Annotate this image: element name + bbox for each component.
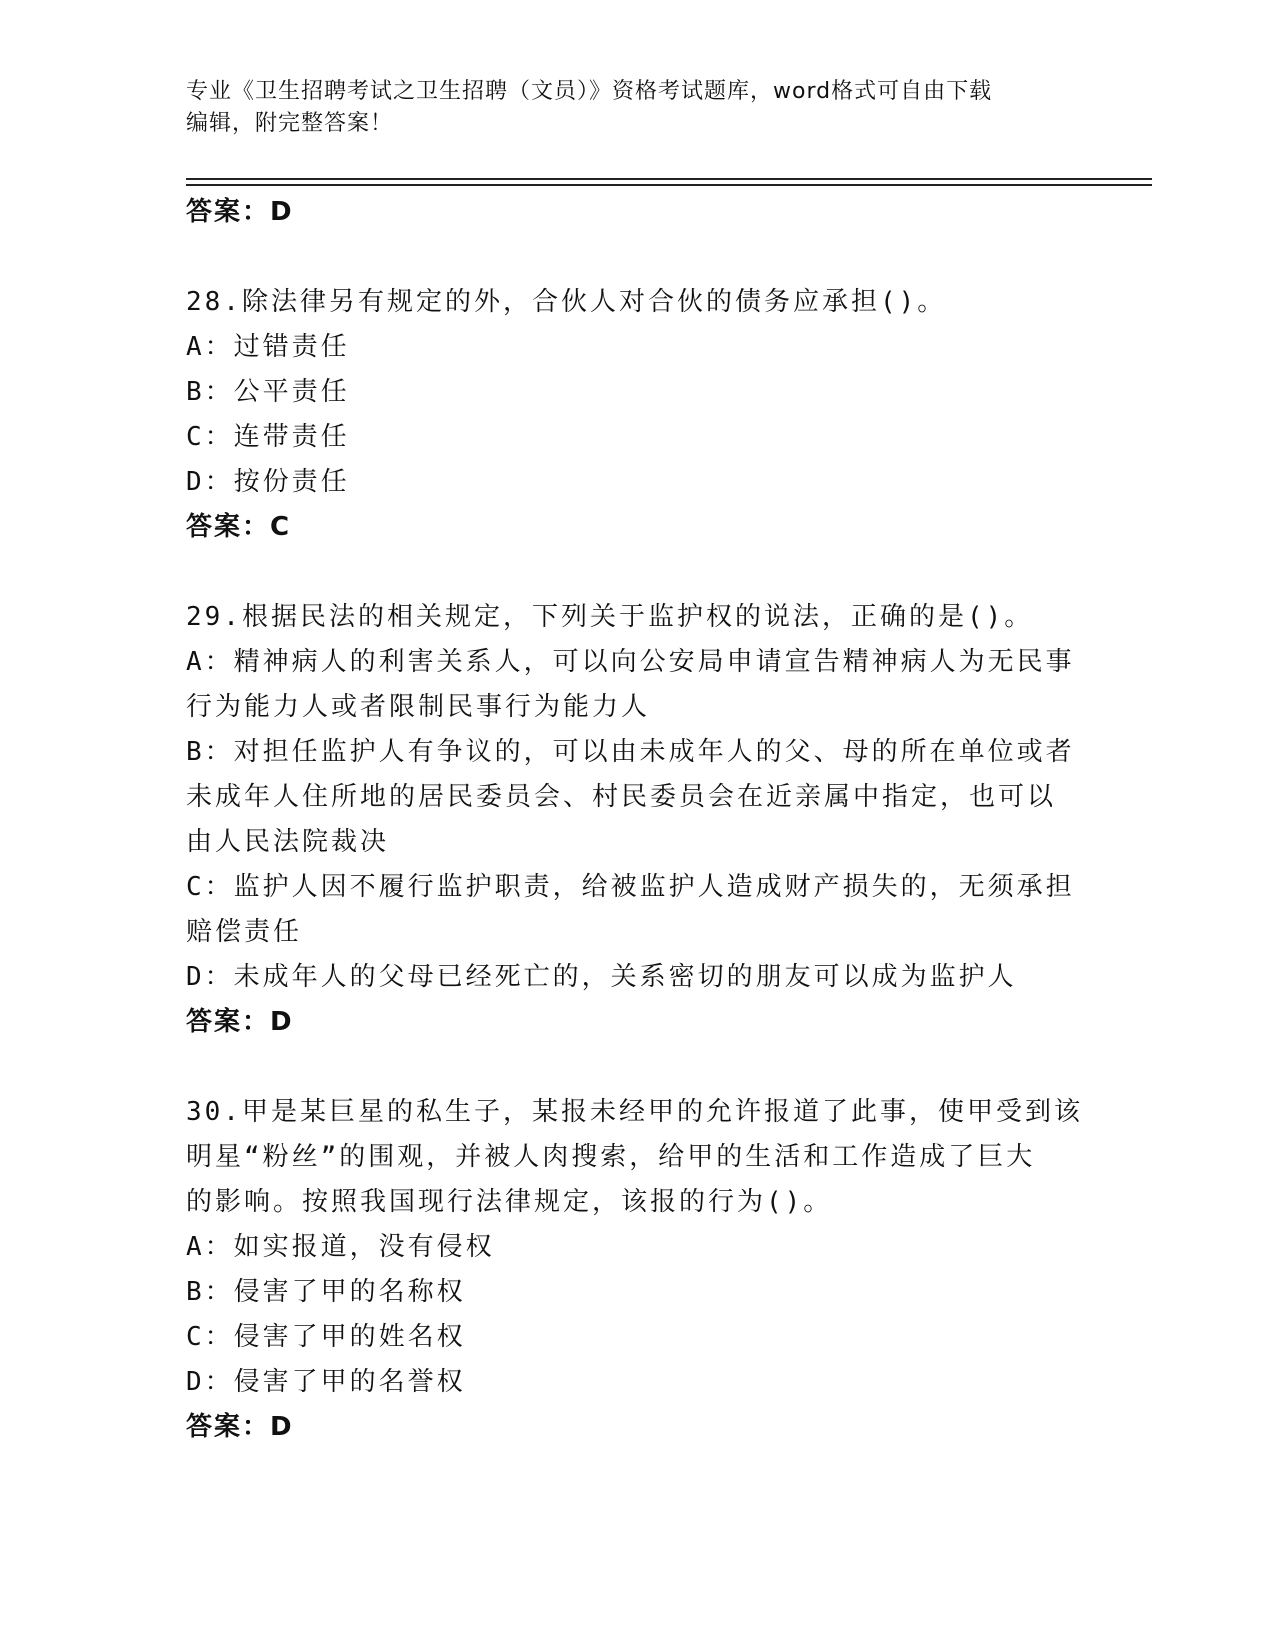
option-d: D：按份责任 <box>186 467 350 497</box>
option-b: B：公平责任 <box>186 377 350 407</box>
option-d: D：未成年人的父母已经死亡的，关系密切的朋友可以成为监护人 <box>186 962 1017 992</box>
document-header <box>186 76 1066 140</box>
question-stem: 28.除法律另有规定的外，合伙人对合伙的债务应承担()。 <box>186 287 947 317</box>
header-line-1: 专业《卫生招聘考试之卫生招聘（文员）》资格考试题库，word格式可自由下载 <box>186 79 993 104</box>
option-b <box>186 730 1086 865</box>
question-list <box>186 190 1086 1450</box>
question-stem-line-2: 明星“粉丝”的围观，并被人肉搜索，给甲的生活和工作造成了巨大 <box>186 1142 1036 1172</box>
question-30 <box>186 1090 1086 1450</box>
option-a-line-2: 行为能力人或者限制民事行为能力人 <box>186 692 651 722</box>
question-28 <box>186 280 1086 550</box>
answer: 答案：D <box>186 1007 294 1037</box>
option-c: C：连带责任 <box>186 422 350 452</box>
option-c-line-1: C：监护人因不履行监护职责，给被监护人造成财产损失的，无须承担 <box>186 872 1075 902</box>
answer: 答案：C <box>186 512 292 542</box>
header-divider-bottom <box>186 184 1152 186</box>
question-stem: 29.根据民法的相关规定，下列关于监护权的说法，正确的是()。 <box>186 602 1034 632</box>
option-b-line-1: B：对担任监护人有争议的，可以由未成年人的父、母的所在单位或者 <box>186 737 1075 767</box>
question-29 <box>186 595 1086 1045</box>
header-divider-top <box>186 178 1152 180</box>
question-stem-line-3: 的影响。按照我国现行法律规定，该报的行为()。 <box>186 1187 833 1217</box>
question-stem <box>186 1090 1086 1225</box>
option-b-line-3: 由人民法院裁决 <box>186 827 390 857</box>
option-a <box>186 640 1086 730</box>
header-line-2: 编辑，附完整答案！ <box>186 111 394 136</box>
option-b: B：侵害了甲的名称权 <box>186 1277 466 1307</box>
previous-answer: 答案：D <box>186 197 294 227</box>
option-c-line-2: 赔偿责任 <box>186 917 303 947</box>
option-a-line-1: A：精神病人的利害关系人，可以向公安局申请宣告精神病人为无民事 <box>186 647 1075 677</box>
question-stem-line-1: 30.甲是某巨星的私生子，某报未经甲的允许报道了此事，使甲受到该 <box>186 1097 1083 1127</box>
option-c <box>186 865 1086 955</box>
answer: 答案：D <box>186 1412 294 1442</box>
option-a: A：如实报道，没有侵权 <box>186 1232 495 1262</box>
option-a: A：过错责任 <box>186 332 350 362</box>
option-d: D：侵害了甲的名誉权 <box>186 1367 466 1397</box>
option-c: C：侵害了甲的姓名权 <box>186 1322 466 1352</box>
option-b-line-2: 未成年人住所地的居民委员会、村民委员会在近亲属中指定，也可以 <box>186 782 1057 812</box>
